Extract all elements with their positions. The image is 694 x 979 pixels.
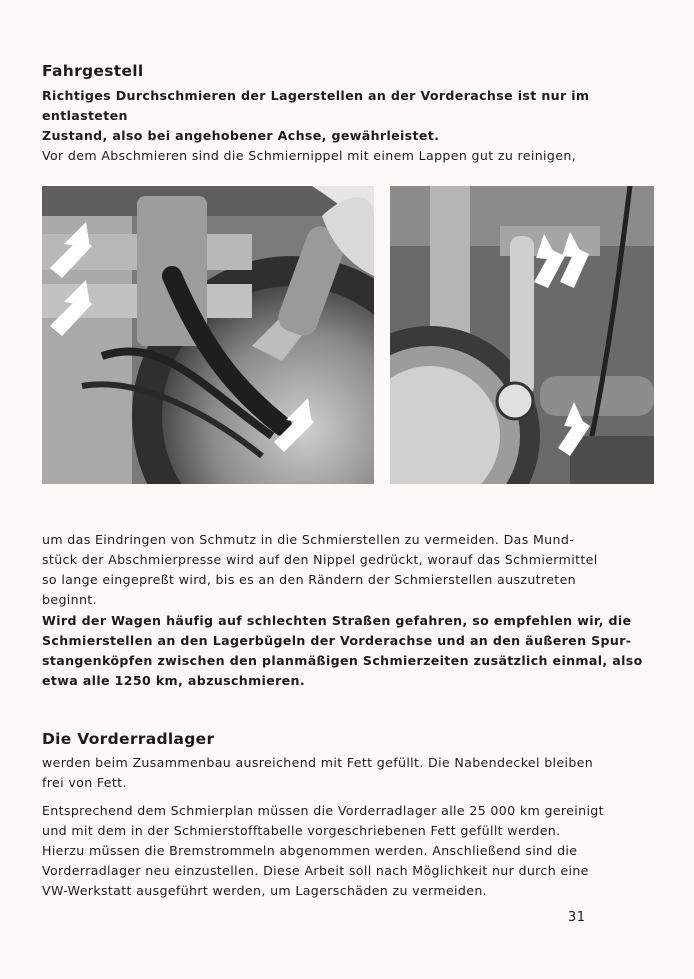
- text-line: frei von Fett.: [42, 775, 127, 790]
- advice-paragraph: [42, 611, 654, 691]
- text-line: Vorderradlager neu einzustellen. Diese Arbeit soll nach Möglichkeit nur durch eine: [42, 863, 589, 878]
- text-line: um das Eindringen von Schmutz in die Schmierstellen zu vermeiden. Das Mund-: [42, 532, 575, 547]
- text-line: Hierzu müssen die Bremstrommeln abgenommen werden. Anschließend sind die: [42, 843, 578, 858]
- text-line: und mit dem in der Schmierstofftabelle vorgeschriebenen Fett gefüllt werden.: [42, 823, 561, 838]
- bold-line: Zustand, also bei angehobener Achse, gewährleistet.: [42, 128, 440, 143]
- bold-line: stangenköpfen zwischen den planmäßigen Schmierzeiten zusätzlich einmal, also: [42, 653, 643, 668]
- section-vorderradlager: [42, 730, 654, 748]
- bold-line: Schmierstellen an den Lagerbügeln der Vorderachse und an den äußeren Spur-: [42, 633, 632, 648]
- continuation-paragraph: [42, 530, 654, 610]
- photo-front-axle-right: [390, 186, 654, 484]
- vorderradlager-para1: [42, 753, 654, 793]
- intro-line: Vor dem Abschmieren sind die Schmiernippel mit einem Lappen gut zu reinigen,: [42, 148, 577, 163]
- section-fahrgestell: [42, 62, 654, 80]
- photo-illustration: [390, 186, 654, 484]
- text-line: Entsprechend dem Schmierplan müssen die Vorderradlager alle 25 000 km gereinigt: [42, 803, 604, 818]
- page-number: 31: [568, 910, 586, 925]
- text-line: beginnt.: [42, 592, 97, 607]
- bold-intro: [42, 86, 654, 166]
- text-line: werden beim Zusammenbau ausreichend mit Fett gefüllt. Die Nabendeckel bleiben: [42, 755, 594, 770]
- photo-illustration: [42, 186, 374, 484]
- text-line: VW-Werkstatt ausgeführt werden, um Lagerschäden zu vermeiden.: [42, 883, 488, 898]
- text-line: stück der Abschmierpresse wird auf den Nippel gedrückt, worauf das Schmiermittel: [42, 552, 598, 567]
- vorderradlager-para2: [42, 801, 654, 901]
- bold-line: Richtiges Durchschmieren der Lagerstellen an der Vorderachse ist nur im entlasteten: [42, 88, 590, 123]
- bold-line: Wird der Wagen häufig auf schlechten Straßen gefahren, so empfehlen wir, die: [42, 613, 632, 628]
- bold-line: etwa alle 1250 km, abzuschmieren.: [42, 673, 306, 688]
- photo-front-axle-left: [42, 186, 374, 484]
- section-title-fahrgestell: Fahrgestell: [42, 62, 144, 80]
- text-line: so lange eingepreßt wird, bis es an den Rändern der Schmierstellen auszutreten: [42, 572, 577, 587]
- section-title-vorderradlager: Die Vorderradlager: [42, 730, 215, 748]
